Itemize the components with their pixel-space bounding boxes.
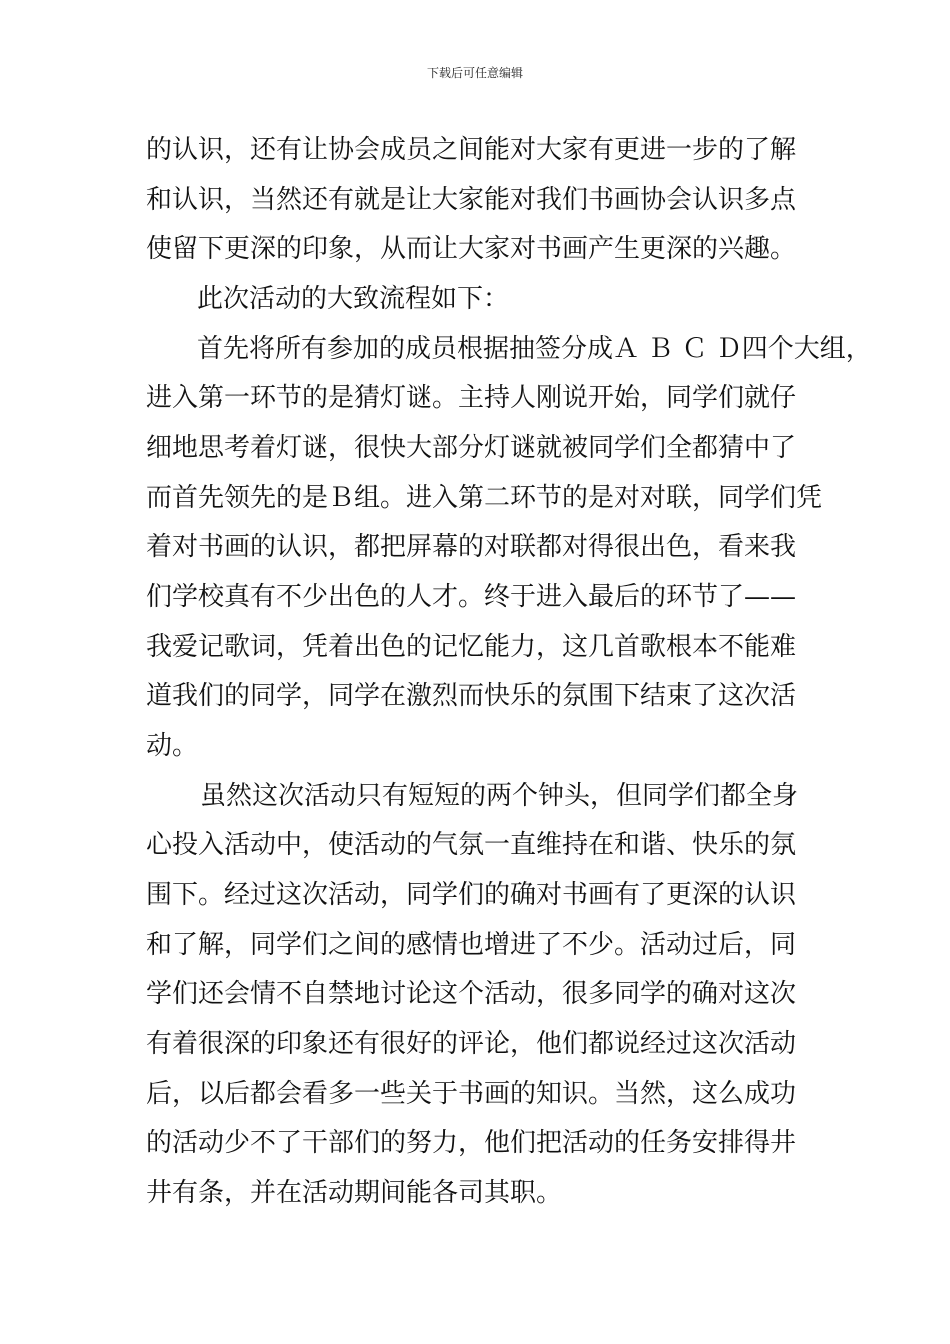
text-line: 的活动少不了干部们的努力，他们把活动的任务安排得井 — [146, 1128, 797, 1158]
text-line: 有着很深的印象还有很好的评论，他们都说经过这次活动 — [146, 1029, 797, 1059]
text-line: 此次活动的大致流程如下： — [197, 284, 510, 314]
text-line: 学们还会情不自禁地讨论这个活动，很多同学的确对这次 — [146, 979, 797, 1009]
page-header: 下载后可任意编辑 — [426, 66, 523, 80]
text-line: 细地思考着灯谜，很快大部分灯谜就被同学们全都猜中了 — [146, 433, 797, 463]
text-line: 动。 — [146, 731, 199, 761]
text-line: 后，以后都会看多一些关于书画的知识。当然，这么成功 — [146, 1079, 797, 1109]
text-line: 的认识，还有让协会成员之间能对大家有更进一步的了解 — [146, 135, 797, 165]
text-line: 而首先领先的是Ｂ组。进入第二环节的是对对联，同学们凭 — [146, 483, 823, 513]
text-line: 我爱记歌词，凭着出色的记忆能力，这几首歌根本不能难 — [146, 632, 797, 662]
text-line: 围下。经过这次活动，同学们的确对书画有了更深的认识 — [146, 880, 797, 910]
text-line: 使留下更深的印象，从而让大家对书画产生更深的兴趣。 — [146, 234, 797, 264]
text-line: 井有条，并在活动期间能各司其职。 — [146, 1178, 563, 1208]
text-line: 进入第一环节的是猜灯谜。主持人刚说开始，同学们就仔 — [146, 383, 797, 413]
text-line: 和了解，同学们之间的感情也增进了不少。活动过后，同 — [146, 930, 797, 960]
text-line: 道我们的同学，同学在激烈而快乐的氛围下结束了这次活 — [146, 681, 797, 711]
text-line: 们学校真有不少出色的人才。终于进入最后的环节了—— — [146, 582, 797, 612]
text-line: 虽然这次活动只有短短的两个钟头，但同学们都全身 — [200, 781, 799, 811]
text-line: 心投入活动中，使活动的气氛一直维持在和谐、快乐的氛 — [146, 830, 797, 860]
text-line: 首先将所有参加的成员根据抽签分成Ａ Ｂ Ｃ Ｄ四个大组， — [197, 334, 872, 364]
text-line: 和认识，当然还有就是让大家能对我们书画协会认识多点 — [146, 185, 797, 215]
text-line: 着对书画的认识，都把屏幕的对联都对得很出色，看来我 — [146, 532, 797, 562]
